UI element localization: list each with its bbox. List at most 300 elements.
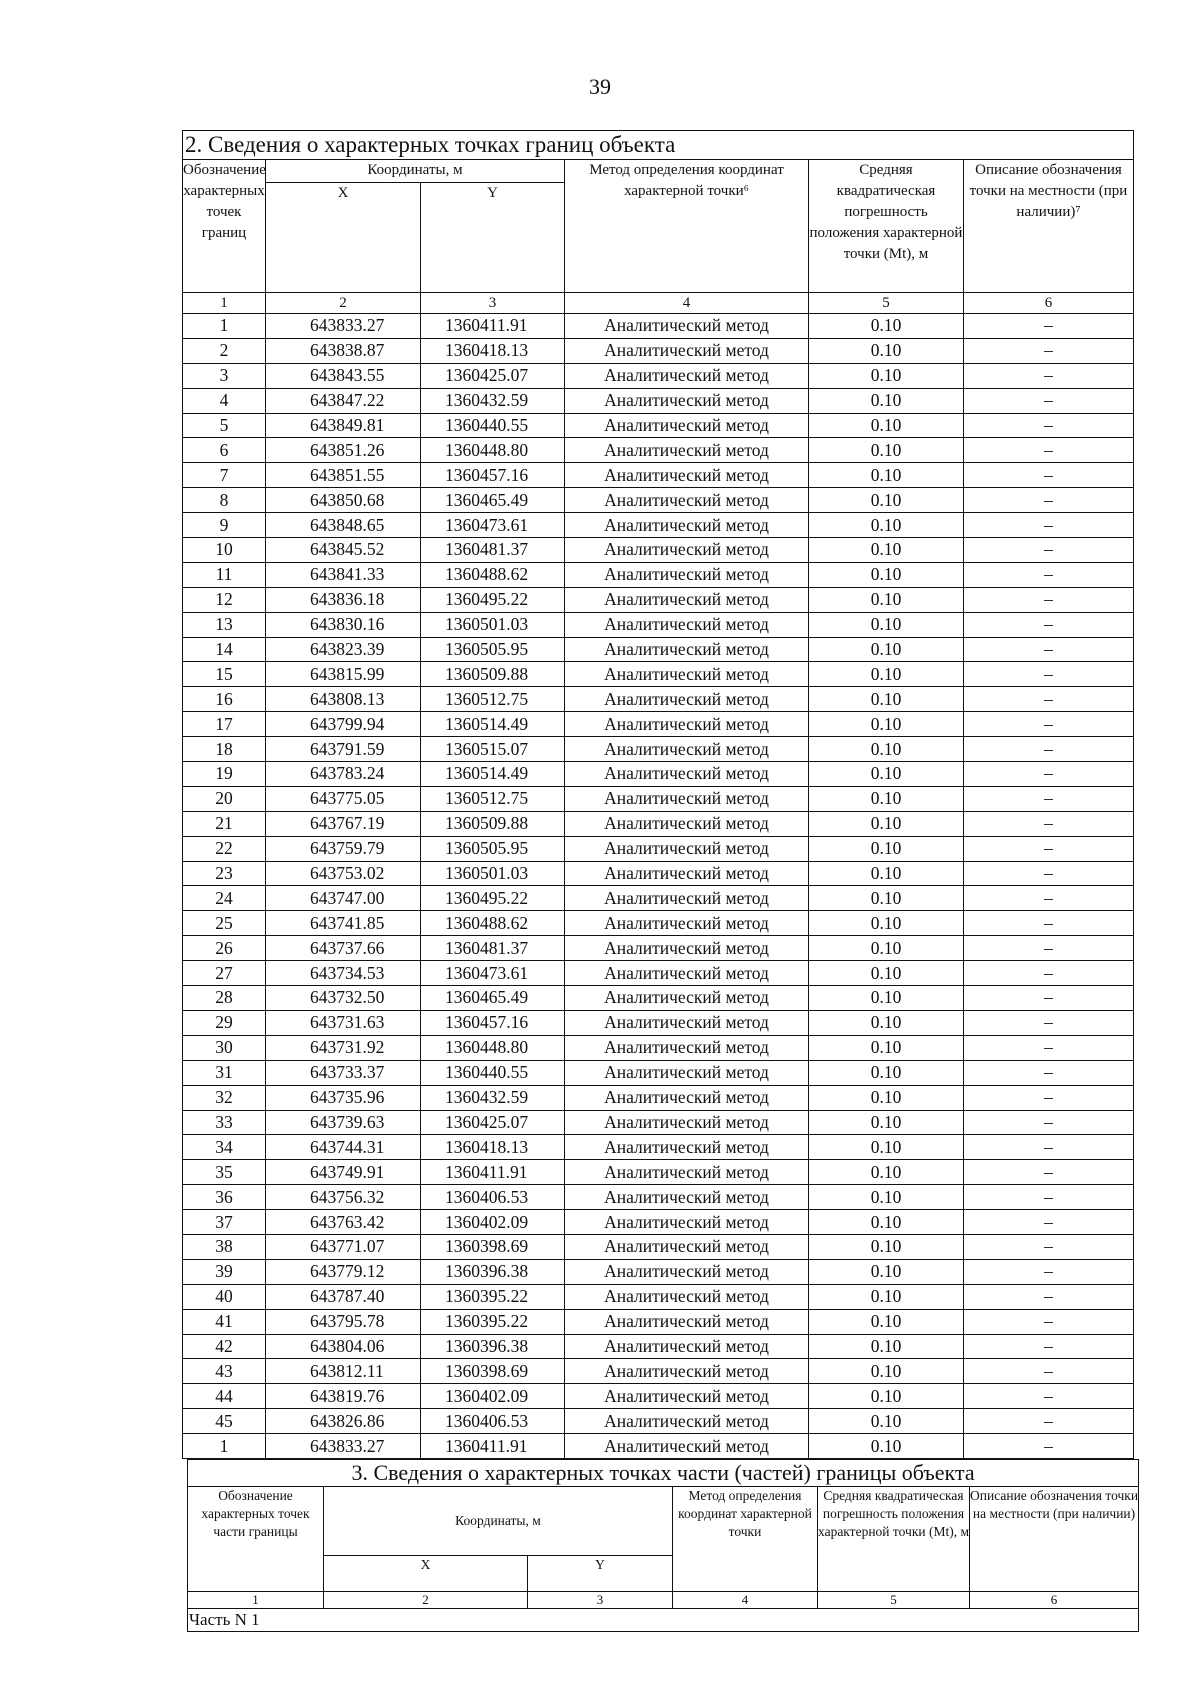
- table-row: [183, 1359, 1134, 1384]
- table-row: [183, 1010, 1134, 1035]
- point-number: 43: [183, 1359, 266, 1384]
- accuracy: 0.10: [809, 1060, 964, 1085]
- coord-x: 643849.81: [266, 413, 421, 438]
- accuracy: 0.10: [809, 811, 964, 836]
- accuracy: 0.10: [809, 687, 964, 712]
- table-row: [183, 438, 1134, 463]
- method: Аналитический метод: [565, 1185, 809, 1210]
- description: –: [964, 911, 1134, 936]
- part-column-numbers-row: [188, 1591, 1139, 1608]
- accuracy: 0.10: [809, 1309, 964, 1334]
- method: Аналитический метод: [565, 687, 809, 712]
- page-number: 39: [589, 74, 611, 99]
- description: –: [964, 712, 1134, 737]
- point-number: 24: [183, 886, 266, 911]
- accuracy: 0.10: [809, 413, 964, 438]
- point-number: 30: [183, 1035, 266, 1060]
- coord-y: 1360457.16: [421, 463, 565, 488]
- description: –: [964, 986, 1134, 1011]
- table-row: [183, 538, 1134, 563]
- description: –: [964, 1259, 1134, 1284]
- coord-y: 1360395.22: [421, 1309, 565, 1334]
- coord-y: 1360398.69: [421, 1234, 565, 1259]
- description: –: [964, 562, 1134, 587]
- section2-title: 2. Сведения о характерных точках границ объекта: [183, 131, 1134, 160]
- accuracy: 0.10: [809, 712, 964, 737]
- header-method: Метод определения координат характерной точки⁶: [565, 160, 809, 293]
- table-row: [183, 836, 1134, 861]
- accuracy: 0.10: [809, 986, 964, 1011]
- table-row: [183, 1259, 1134, 1284]
- coord-x: 643812.11: [266, 1359, 421, 1384]
- point-number: 12: [183, 587, 266, 612]
- coord-y: 1360448.80: [421, 1035, 565, 1060]
- coord-x: 643808.13: [266, 687, 421, 712]
- accuracy: 0.10: [809, 1210, 964, 1235]
- coord-y: 1360488.62: [421, 562, 565, 587]
- coord-x: 643841.33: [266, 562, 421, 587]
- coord-x: 643833.27: [266, 1434, 421, 1459]
- col-number: 3: [421, 293, 565, 314]
- accuracy: 0.10: [809, 961, 964, 986]
- table-row: [183, 786, 1134, 811]
- coord-x: 643836.18: [266, 587, 421, 612]
- point-number: 36: [183, 1185, 266, 1210]
- description: –: [964, 1210, 1134, 1235]
- boundary-points-body: [183, 314, 1134, 1459]
- part-header-designation: Обозначение характерных точек части границы: [188, 1486, 324, 1591]
- description: –: [964, 737, 1134, 762]
- coord-y: 1360465.49: [421, 986, 565, 1011]
- accuracy: 0.10: [809, 1259, 964, 1284]
- col-number: 5: [818, 1591, 970, 1608]
- method: Аналитический метод: [565, 811, 809, 836]
- description: –: [964, 1060, 1134, 1085]
- col-number: 5: [809, 293, 964, 314]
- coord-y: 1360440.55: [421, 1060, 565, 1085]
- description: –: [964, 1185, 1134, 1210]
- point-number: 41: [183, 1309, 266, 1334]
- coord-y: 1360509.88: [421, 811, 565, 836]
- coord-y: 1360473.61: [421, 961, 565, 986]
- coord-x: 643739.63: [266, 1110, 421, 1135]
- accuracy: 0.10: [809, 1160, 964, 1185]
- coord-x: 643783.24: [266, 762, 421, 787]
- description: –: [964, 1035, 1134, 1060]
- coord-y: 1360501.03: [421, 861, 565, 886]
- description: –: [964, 1434, 1134, 1459]
- method: Аналитический метод: [565, 538, 809, 563]
- description: –: [964, 1234, 1134, 1259]
- description: –: [964, 488, 1134, 513]
- coord-y: 1360515.07: [421, 737, 565, 762]
- part-header-coords: Координаты, м: [324, 1486, 673, 1555]
- description: –: [964, 1085, 1134, 1110]
- accuracy: 0.10: [809, 1409, 964, 1434]
- accuracy: 0.10: [809, 612, 964, 637]
- coord-x: 643779.12: [266, 1259, 421, 1284]
- coord-x: 643732.50: [266, 986, 421, 1011]
- table-row: [183, 1409, 1134, 1434]
- coord-x: 643747.00: [266, 886, 421, 911]
- accuracy: 0.10: [809, 1334, 964, 1359]
- description: –: [964, 1334, 1134, 1359]
- accuracy: 0.10: [809, 886, 964, 911]
- method: Аналитический метод: [565, 1359, 809, 1384]
- point-number: 38: [183, 1234, 266, 1259]
- coord-x: 643753.02: [266, 861, 421, 886]
- method: Аналитический метод: [565, 1434, 809, 1459]
- col-number: 6: [970, 1591, 1139, 1608]
- coord-y: 1360418.13: [421, 1135, 565, 1160]
- accuracy: 0.10: [809, 737, 964, 762]
- method: Аналитический метод: [565, 314, 809, 339]
- method: Аналитический метод: [565, 413, 809, 438]
- coord-y: 1360457.16: [421, 1010, 565, 1035]
- coord-y: 1360488.62: [421, 911, 565, 936]
- table-row: [183, 911, 1134, 936]
- point-number: 8: [183, 488, 266, 513]
- coord-y: 1360505.95: [421, 637, 565, 662]
- method: Аналитический метод: [565, 1160, 809, 1185]
- point-number: 1: [183, 1434, 266, 1459]
- description: –: [964, 314, 1134, 339]
- accuracy: 0.10: [809, 314, 964, 339]
- method: Аналитический метод: [565, 463, 809, 488]
- accuracy: 0.10: [809, 836, 964, 861]
- coord-y: 1360398.69: [421, 1359, 565, 1384]
- table-row: [183, 1185, 1134, 1210]
- coord-y: 1360481.37: [421, 936, 565, 961]
- coord-y: 1360411.91: [421, 1434, 565, 1459]
- accuracy: 0.10: [809, 338, 964, 363]
- description: –: [964, 1359, 1134, 1384]
- description: –: [964, 513, 1134, 538]
- table-row: [183, 562, 1134, 587]
- part-header-method: Метод определения координат характерной точки: [673, 1486, 818, 1591]
- point-number: 23: [183, 861, 266, 886]
- table-row: [183, 513, 1134, 538]
- coord-x: 643815.99: [266, 662, 421, 687]
- point-number: 13: [183, 612, 266, 637]
- description: –: [964, 363, 1134, 388]
- point-number: 2: [183, 338, 266, 363]
- accuracy: 0.10: [809, 1035, 964, 1060]
- method: Аналитический метод: [565, 1409, 809, 1434]
- coord-x: 643749.91: [266, 1160, 421, 1185]
- coord-y: 1360505.95: [421, 836, 565, 861]
- description: –: [964, 786, 1134, 811]
- point-number: 25: [183, 911, 266, 936]
- part-header-y: Y: [528, 1555, 673, 1591]
- table-row: [183, 338, 1134, 363]
- coord-y: 1360425.07: [421, 363, 565, 388]
- coord-y: 1360396.38: [421, 1334, 565, 1359]
- col-number: 4: [565, 293, 809, 314]
- document-sheet: [182, 130, 1139, 1632]
- point-number: 44: [183, 1384, 266, 1409]
- description: –: [964, 1409, 1134, 1434]
- point-number: 22: [183, 836, 266, 861]
- table-row: [183, 712, 1134, 737]
- coord-x: 643731.63: [266, 1010, 421, 1035]
- coord-y: 1360495.22: [421, 886, 565, 911]
- coord-x: 643847.22: [266, 388, 421, 413]
- coord-x: 643833.27: [266, 314, 421, 339]
- description: –: [964, 662, 1134, 687]
- description: –: [964, 338, 1134, 363]
- coord-x: 643804.06: [266, 1334, 421, 1359]
- coord-y: 1360448.80: [421, 438, 565, 463]
- point-number: 6: [183, 438, 266, 463]
- description: –: [964, 936, 1134, 961]
- coord-y: 1360465.49: [421, 488, 565, 513]
- method: Аналитический метод: [565, 737, 809, 762]
- accuracy: 0.10: [809, 1384, 964, 1409]
- coord-x: 643845.52: [266, 538, 421, 563]
- coord-x: 643763.42: [266, 1210, 421, 1235]
- point-number: 37: [183, 1210, 266, 1235]
- accuracy: 0.10: [809, 1010, 964, 1035]
- table-row: [183, 1035, 1134, 1060]
- point-number: 26: [183, 936, 266, 961]
- section3-title: 3. Сведения о характерных точках части (частей) границы объекта: [188, 1459, 1139, 1486]
- method: Аналитический метод: [565, 438, 809, 463]
- coord-x: 643731.92: [266, 1035, 421, 1060]
- part-label: Часть N 1: [188, 1608, 1139, 1631]
- header-designation: Обозначение характерных точек границ: [183, 160, 266, 293]
- method: Аналитический метод: [565, 986, 809, 1011]
- coord-y: 1360406.53: [421, 1409, 565, 1434]
- table-row: [183, 986, 1134, 1011]
- accuracy: 0.10: [809, 1434, 964, 1459]
- point-number: 33: [183, 1110, 266, 1135]
- description: –: [964, 438, 1134, 463]
- accuracy: 0.10: [809, 911, 964, 936]
- method: Аналитический метод: [565, 637, 809, 662]
- point-number: 27: [183, 961, 266, 986]
- description: –: [964, 687, 1134, 712]
- method: Аналитический метод: [565, 1110, 809, 1135]
- method: Аналитический метод: [565, 587, 809, 612]
- coord-x: 643851.26: [266, 438, 421, 463]
- coord-x: 643741.85: [266, 911, 421, 936]
- coord-x: 643843.55: [266, 363, 421, 388]
- coord-x: 643823.39: [266, 637, 421, 662]
- table-row: [183, 687, 1134, 712]
- coord-x: 643819.76: [266, 1384, 421, 1409]
- col-number: 2: [324, 1591, 528, 1608]
- coord-y: 1360495.22: [421, 587, 565, 612]
- table-row: [183, 1135, 1134, 1160]
- method: Аналитический метод: [565, 911, 809, 936]
- coord-y: 1360402.09: [421, 1384, 565, 1409]
- method: Аналитический метод: [565, 1234, 809, 1259]
- table-row: [183, 587, 1134, 612]
- table-row: [183, 936, 1134, 961]
- method: Аналитический метод: [565, 936, 809, 961]
- coord-x: 643744.31: [266, 1135, 421, 1160]
- col-number: 1: [183, 293, 266, 314]
- method: Аналитический метод: [565, 1060, 809, 1085]
- coord-x: 643775.05: [266, 786, 421, 811]
- col-number: 3: [528, 1591, 673, 1608]
- accuracy: 0.10: [809, 1085, 964, 1110]
- description: –: [964, 836, 1134, 861]
- table-row: [183, 488, 1134, 513]
- accuracy: 0.10: [809, 438, 964, 463]
- accuracy: 0.10: [809, 861, 964, 886]
- header-coords: Координаты, м: [266, 160, 565, 183]
- table-row: [183, 662, 1134, 687]
- table-row: [183, 1210, 1134, 1235]
- description: –: [964, 1284, 1134, 1309]
- table-row: [183, 1160, 1134, 1185]
- table-row: [183, 637, 1134, 662]
- column-numbers-row: [183, 293, 1134, 314]
- accuracy: 0.10: [809, 587, 964, 612]
- header-accuracy: Средняя квадратическая погрешность положения характерной точки (Mt), м: [809, 160, 964, 293]
- col-number: 1: [188, 1591, 324, 1608]
- point-number: 35: [183, 1160, 266, 1185]
- table-row: [183, 737, 1134, 762]
- accuracy: 0.10: [809, 1110, 964, 1135]
- description: –: [964, 1135, 1134, 1160]
- description: –: [964, 961, 1134, 986]
- method: Аналитический метод: [565, 762, 809, 787]
- table-row: [183, 388, 1134, 413]
- part-header-x: X: [324, 1555, 528, 1591]
- table-row: [183, 1334, 1134, 1359]
- point-number: 4: [183, 388, 266, 413]
- point-number: 34: [183, 1135, 266, 1160]
- boundary-points-table: [182, 130, 1134, 1459]
- point-number: 11: [183, 562, 266, 587]
- accuracy: 0.10: [809, 488, 964, 513]
- header-x: X: [266, 182, 421, 292]
- coord-x: 643759.79: [266, 836, 421, 861]
- method: Аналитический метод: [565, 1210, 809, 1235]
- point-number: 9: [183, 513, 266, 538]
- method: Аналитический метод: [565, 1309, 809, 1334]
- point-number: 18: [183, 737, 266, 762]
- coord-y: 1360501.03: [421, 612, 565, 637]
- method: Аналитический метод: [565, 961, 809, 986]
- point-number: 31: [183, 1060, 266, 1085]
- header-description: Описание обозначения точки на местности (при наличии)⁷: [964, 160, 1134, 293]
- point-number: 19: [183, 762, 266, 787]
- coord-x: 643733.37: [266, 1060, 421, 1085]
- coord-y: 1360512.75: [421, 687, 565, 712]
- table-row: [183, 886, 1134, 911]
- method: Аналитический метод: [565, 1259, 809, 1284]
- coord-x: 643830.16: [266, 612, 421, 637]
- method: Аналитический метод: [565, 886, 809, 911]
- table-row: [183, 1434, 1134, 1459]
- coord-x: 643791.59: [266, 737, 421, 762]
- accuracy: 0.10: [809, 562, 964, 587]
- accuracy: 0.10: [809, 1359, 964, 1384]
- method: Аналитический метод: [565, 562, 809, 587]
- coord-x: 643734.53: [266, 961, 421, 986]
- coord-y: 1360411.91: [421, 314, 565, 339]
- coord-y: 1360432.59: [421, 388, 565, 413]
- coord-y: 1360514.49: [421, 712, 565, 737]
- accuracy: 0.10: [809, 363, 964, 388]
- description: –: [964, 637, 1134, 662]
- point-number: 17: [183, 712, 266, 737]
- table-row: [183, 314, 1134, 339]
- coord-y: 1360402.09: [421, 1210, 565, 1235]
- table-row: [183, 463, 1134, 488]
- accuracy: 0.10: [809, 762, 964, 787]
- coord-y: 1360395.22: [421, 1284, 565, 1309]
- description: –: [964, 1309, 1134, 1334]
- table-row: [183, 1384, 1134, 1409]
- method: Аналитический метод: [565, 1135, 809, 1160]
- coord-y: 1360406.53: [421, 1185, 565, 1210]
- method: Аналитический метод: [565, 612, 809, 637]
- table-row: [183, 1085, 1134, 1110]
- description: –: [964, 1110, 1134, 1135]
- header-y: Y: [421, 182, 565, 292]
- method: Аналитический метод: [565, 338, 809, 363]
- coord-y: 1360411.91: [421, 1160, 565, 1185]
- accuracy: 0.10: [809, 1284, 964, 1309]
- accuracy: 0.10: [809, 388, 964, 413]
- point-number: 1: [183, 314, 266, 339]
- table-row: [183, 961, 1134, 986]
- table-row: [183, 762, 1134, 787]
- point-number: 40: [183, 1284, 266, 1309]
- point-number: 28: [183, 986, 266, 1011]
- coord-y: 1360481.37: [421, 538, 565, 563]
- method: Аналитический метод: [565, 488, 809, 513]
- coord-y: 1360418.13: [421, 338, 565, 363]
- table-row: [183, 413, 1134, 438]
- description: –: [964, 762, 1134, 787]
- coord-y: 1360425.07: [421, 1110, 565, 1135]
- coord-x: 643826.86: [266, 1409, 421, 1434]
- point-number: 7: [183, 463, 266, 488]
- description: –: [964, 538, 1134, 563]
- method: Аналитический метод: [565, 388, 809, 413]
- accuracy: 0.10: [809, 538, 964, 563]
- coord-y: 1360473.61: [421, 513, 565, 538]
- coord-y: 1360440.55: [421, 413, 565, 438]
- coord-x: 643756.32: [266, 1185, 421, 1210]
- point-number: 29: [183, 1010, 266, 1035]
- description: –: [964, 463, 1134, 488]
- table-row: [183, 1060, 1134, 1085]
- description: –: [964, 886, 1134, 911]
- part-header-description: Описание обозначения точки на местности (при наличии): [970, 1486, 1139, 1591]
- coord-y: 1360432.59: [421, 1085, 565, 1110]
- method: Аналитический метод: [565, 363, 809, 388]
- point-number: 21: [183, 811, 266, 836]
- method: Аналитический метод: [565, 712, 809, 737]
- method: Аналитический метод: [565, 513, 809, 538]
- coord-x: 643737.66: [266, 936, 421, 961]
- point-number: 45: [183, 1409, 266, 1434]
- coord-x: 643851.55: [266, 463, 421, 488]
- part-points-table: [187, 1459, 1139, 1632]
- description: –: [964, 413, 1134, 438]
- accuracy: 0.10: [809, 1234, 964, 1259]
- description: –: [964, 1010, 1134, 1035]
- col-number: 2: [266, 293, 421, 314]
- point-number: 5: [183, 413, 266, 438]
